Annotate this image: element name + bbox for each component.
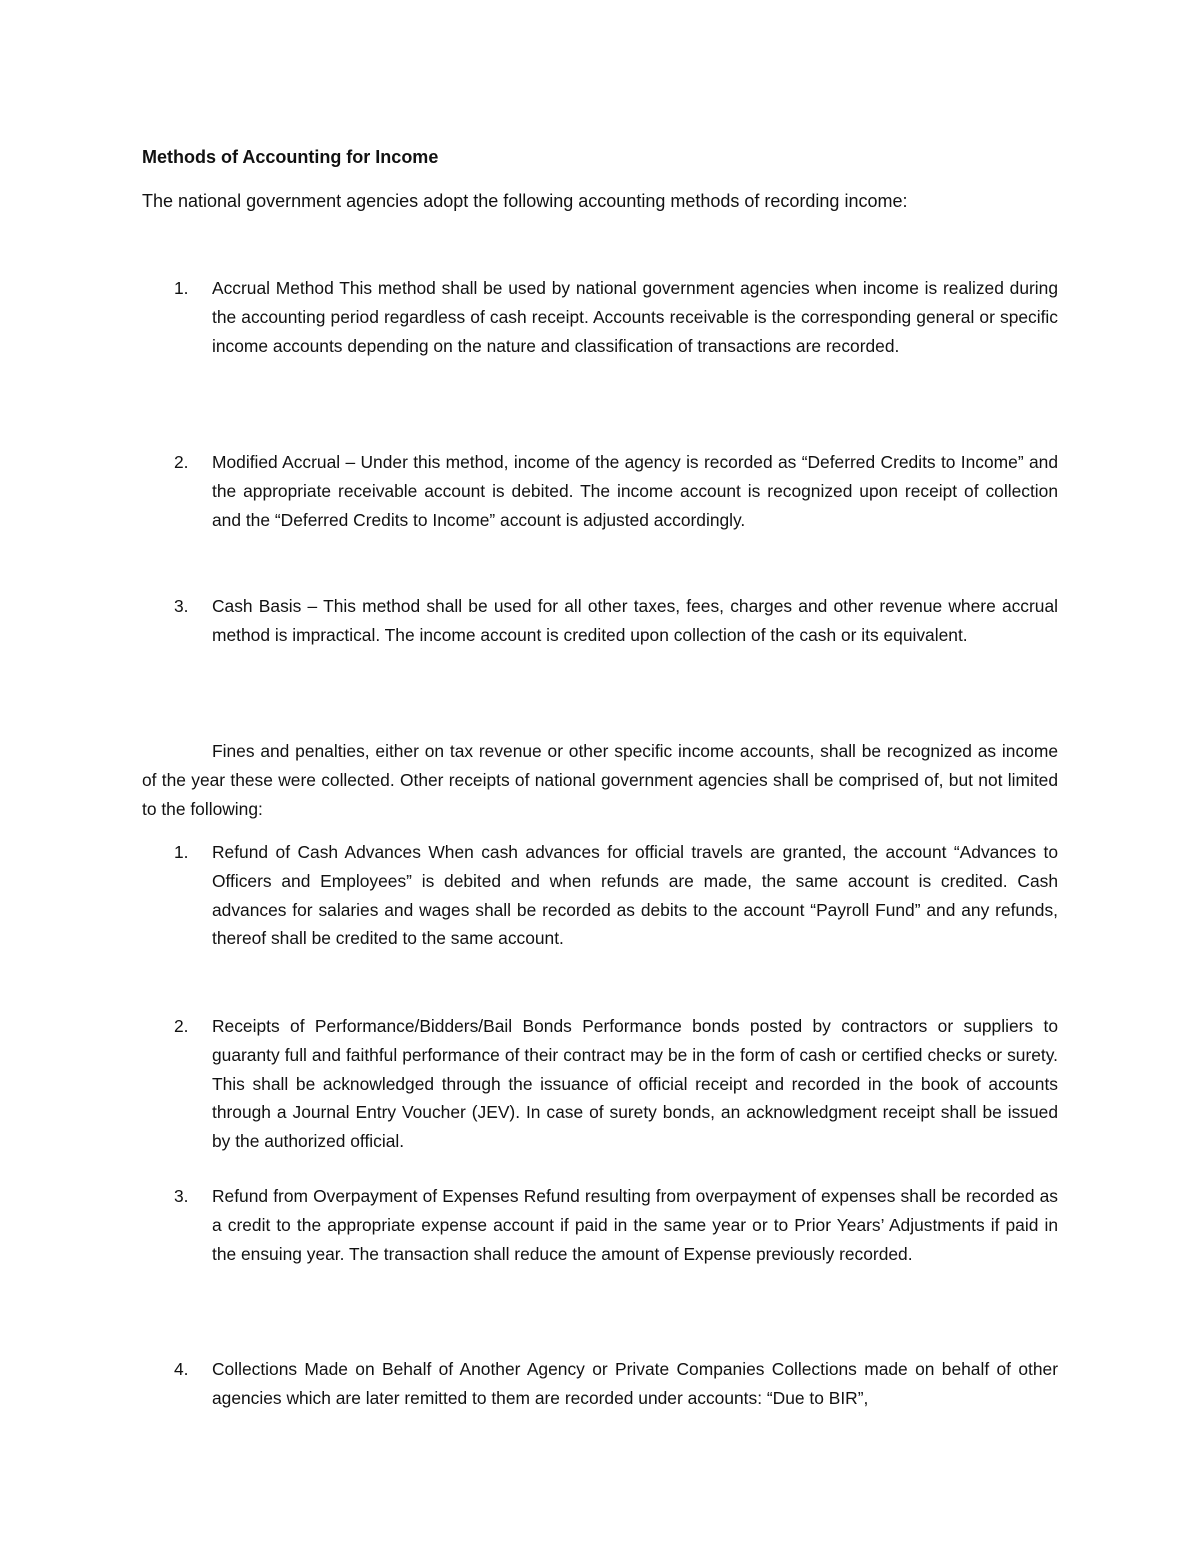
fines-paragraph: Fines and penalties, either on tax revenue or other specific income accounts, shall be recognized as income of the year these were collected. Other receipts of national government agencies shall be comprised of, but not limited to the following:	[142, 741, 1058, 819]
list-number: 1.	[174, 278, 189, 298]
receipt-item-collections-on-behalf	[142, 1355, 1058, 1413]
list-item-text: Refund of Cash Advances When cash advances for official travels are granted, the account “Advances to Officers and Employees” is debited and when refunds are made, the same account is credited. Cash advances for salaries and wages shall be recorded as debits to the account “Payroll Fund” and any refunds, thereof shall be credited to the same account.	[212, 842, 1058, 949]
list-number: 1.	[174, 842, 189, 862]
receipt-item-refund-overpayment	[142, 1182, 1058, 1268]
method-item-cash-basis	[142, 592, 1058, 650]
receipt-item-refund-cash-advances	[142, 838, 1058, 953]
list-item-text: Cash Basis – This method shall be used for all other taxes, fees, charges and other revenue where accrual method is impractical. The income account is credited upon collection of the cash or its equivalent.	[212, 596, 1058, 645]
document-page	[142, 0, 1058, 1553]
list-number: 2.	[174, 452, 189, 472]
document-title: Methods of Accounting for Income	[142, 147, 439, 167]
list-number: 3.	[174, 596, 189, 616]
list-item-text: Receipts of Performance/Bidders/Bail Bonds Performance bonds posted by contractors or suppliers to guaranty full and faithful performance of their contract may be in the form of cash or certified checks or surety. This shall be acknowledged through the issuance of official receipt and recorded in the book of accounts through a Journal Entry Voucher (JEV). In case of surety bonds, an acknowledgment receipt shall be issued by the authorized official.	[212, 1016, 1058, 1152]
list-item-text: Collections Made on Behalf of Another Agency or Private Companies Collections made on behalf of other agencies which are later remitted to them are recorded under accounts: “Due to BIR”,	[212, 1359, 1058, 1408]
method-item-accrual	[142, 274, 1058, 360]
list-item-text: Accrual Method This method shall be used by national government agencies when income is realized during the accounting period regardless of cash receipt. Accounts receivable is the corresponding general or specific income accounts depending on the nature and classification of transactions are recorded.	[212, 278, 1058, 356]
method-item-modified-accrual	[142, 448, 1058, 534]
list-number: 4.	[174, 1359, 189, 1379]
list-item-text: Refund from Overpayment of Expenses Refund resulting from overpayment of expenses shall be recorded as a credit to the appropriate expense account if paid in the same year or to Prior Years’ Adjustments if paid in the ensuing year. The transaction shall reduce the amount of Expense previously recorded.	[212, 1186, 1058, 1264]
list-item-text: Modified Accrual – Under this method, income of the agency is recorded as “Deferred Credits to Income” and the appropriate receivable account is debited. The income account is recognized upon receipt of collection and the “Deferred Credits to Income” account is adjusted accordingly.	[212, 452, 1058, 530]
receipt-item-performance-bonds	[142, 1012, 1058, 1156]
list-number: 2.	[174, 1016, 189, 1036]
intro-text: The national government agencies adopt the following accounting methods of recording income:	[142, 191, 908, 211]
list-number: 3.	[174, 1186, 189, 1206]
